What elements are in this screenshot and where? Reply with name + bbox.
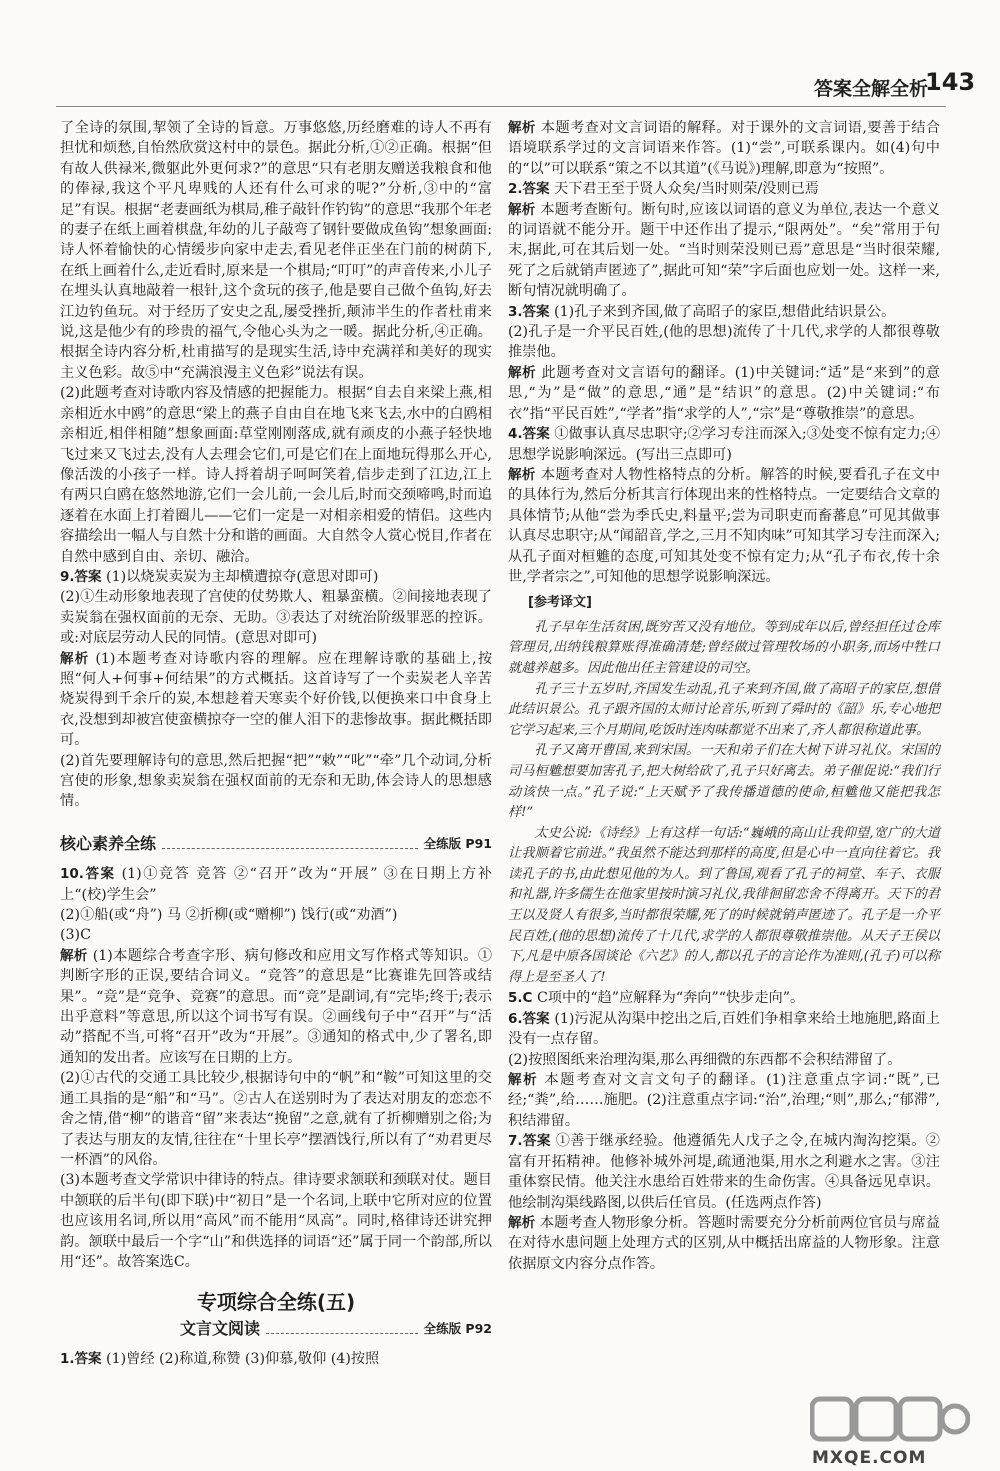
q6-answer-1: 6.答案 (1)污泥从沟渠中挖出之后,百姓们争相拿来给土地施肥,路面上没有一点存留。 [508, 1010, 940, 1048]
q4-analysis: 解析 本题考查对人物性格特点的分析。解答的时候,要看孔子在文中的具体行为,然后分析其言行体现出来的性格特点。一定要结合文章的具体情节;从他“尝为季氏史,料量平;尝为司职吏而畜蕃息”可见其做事认真尽忠职守;从“闻韶音,学之,三月不知肉味”可知其学习专注而深入;从孔子面对桓魋的态度,可知其处变不惊有定力;从“孔子布衣,传十余世,学者宗之”,可知他的思想学说影响深远。 [508, 466, 941, 585]
q10-answer-2: (2)①船(或“舟”) 马 ②折柳(或“赠柳”) 饯行(或“劝酒”) [60, 907, 398, 924]
q3-analysis: 解析 此题考查对文言语句的翻译。(1)中关键词:“适”是“来到”的意思,“为”是“做”的意思,“通”是“结识”的意思。(2)中关键词:“布衣”指“平民百姓”,“学者”指“求学的人”,“宗”是“尊敬推崇”的意思。 [508, 364, 940, 422]
dashed-leader [162, 848, 418, 849]
q10-answer-1: 10.答案 (1)①竞答 竞答 ②“召开”改为“开展” ③在日期上方补上“(校)学生会” [60, 866, 493, 903]
page-number: 143 [925, 68, 976, 96]
question-label: 2.答案 [508, 181, 550, 198]
q9-answer-1: 9.答案 (1)以烧炭卖炭为主却横遭掠夺(意思对即可) [60, 568, 379, 585]
left-column [60, 118, 492, 1370]
watermark-site: MXQE.COM [812, 1448, 927, 1468]
page-header [0, 0, 1000, 100]
q7-analysis: 解析 本题考查人物形象分析。答题时需要充分分析前两位官员与席益在对待水患问题上处理方式的区别,从中概括出席益的人物形象。注意依据原文内容分点作答。 [508, 1214, 940, 1272]
analysis-label: 解析 [508, 364, 537, 381]
q9-answer-2: (2)①生动形象地表现了宫使的仗势欺人、粗暴蛮横。②间接地表现了卖炭翁在强权面前的无奈、无助。③表达了对统治阶级罪恶的控诉。或:对底层劳动人民的同情。(意思对即可) [60, 589, 492, 647]
translation-paragraph: 孔子早年生活贫困,既穷苦又没有地位。等到成年以后,曾经担任过仓库管理员,出纳钱粮算账得准确清楚;曾经做过管理牧场的小职务,而场中牲口就越养越多。因此他出任主管建设的司空。 [508, 619, 940, 676]
q2-answer: 2.答案 天下君王至于贤人众矣/当时则荣/没则已焉 [508, 181, 819, 198]
translation-paragraph: 孔子又离开曹国,来到宋国。一天和弟子们在大树下讲习礼仪。宋国的司马桓魋想要加害孔子,把大树给砍了,孔子只好离去。弟子催促说:“我们行动该快一点。”孔子说:“上天赋予了我传播道德的使命,桓魋他又能把我怎样!” [508, 743, 940, 821]
dashed-leader [266, 1333, 418, 1334]
question-label: 10.答案 [60, 866, 116, 883]
section-heading [60, 834, 492, 854]
analysis-label: 解析 [60, 947, 88, 964]
analysis-label: 解析 [508, 466, 536, 483]
right-column [508, 118, 940, 1274]
analysis-label: 解析 [508, 120, 536, 136]
paragraph: 了全诗的氛围,挈领了全诗的旨意。万事悠悠,历经磨难的诗人不再有担忧和烦愁,自怡然欣赏这村中的景色。据此分析,①②正确。根据“但有故人供禄米,微躯此外更何求?”的意思“只有老朋友赠送我粮食和他的俸禄,我这个平凡卑贱的人还有什么可求的呢?”分析,③中的“富足”有误。根据“老妻画纸为棋局,稚子敲针作钓钩”的意思“我那个年老的妻子在纸上画着棋盘,年幼的儿子敲弯了钢针要做成鱼钩”想象画面:诗人怀着愉快的心情缓步向家中走去,看见老伴正坐在门前的树荫下,在纸上画着什么,走近看时,原来是一个棋局;“叮叮”的声音传来,小儿子在埋头认真地敲着一根针,这个贪玩的孩子,他是要自己做个鱼钩,好去江边钓鱼玩。对于经历了安史之乱,屡受挫折,颠沛半生的作者杜甫来说,这是他少有的珍贵的福气,令他心头为之一暖。据此分析,④正确。根据全诗内容分析,杜甫描写的是现实生活,诗中充满祥和美好的现实主义色彩。故⑤中“充满浪漫主义色彩”说法有误。 [60, 120, 492, 381]
q3-answer-1: 3.答案 (1)孔子来到齐国,做了高昭子的家臣,想借此结识景公。 [508, 303, 896, 320]
q5-answer: 5.C C项中的“趋”应解释为“奔向”“快步走向”。 [508, 990, 805, 1007]
q9-analysis-1: 解析 (1)本题考查对诗歌内容的理解。应在理解诗歌的基础上,按照“何人+何事+何结果”的方式概括。这首诗写了一个卖炭老人辛苦烧炭得到千余斤的炭,本想趁着天寒卖个好价钱,以便换来口中食身上衣,没想到却被宫使蛮横掠夺一空的催人泪下的悲惨故事。据此概括即可。 [60, 650, 493, 749]
q3-answer-2: (2)孔子是一介平民百姓,(他的思想)流传了十几代,求学的人都很尊敬推崇他。 [508, 324, 940, 361]
analysis-label: 解析 [508, 1072, 539, 1089]
q4-answer: 4.答案 ①做事认真尽忠职守;②学习专注而深入;③处变不惊有定力;④思想学说影响深远。(写出三点即可) [508, 426, 941, 463]
q6-answer-2: (2)按照图纸来治理沟渠,那么再细微的东西都不会积结滞留了。 [508, 1051, 902, 1068]
chapter-title: 专项综合全练(五) [196, 1290, 356, 1315]
paragraph: (2)此题考查对诗歌内容及情感的把握能力。根据“自去自来梁上燕,相亲相近水中鸥”的意思“梁上的燕子自由自在地飞来飞去,水中的白鸥相亲相近,相伴相随”想象画面:草堂刚刚落成,就有顽皮的小燕子轻快地飞过来又飞过去,没有人去理会它们,可是它们在上面地玩得那么开心,像活泼的小孩子一样。诗人捋着胡子呵呵笑着,信步走到了江边,江上有两只白鸥在悠然地游,它们一会儿前,一会儿后,时而交颈啼鸣,时而追逐着在水面上打着圈儿——它们一定是一对相亲相爱的情侣。这些内容描绘出一幅人与自然十分和谐的画面。大自然令人赏心悦目,作者在自然中感到自由、亲切、融洽。 [60, 385, 492, 565]
question-label: 1.答案 [60, 1351, 102, 1368]
q1-analysis: 解析 本题考查对文言词语的解释。对于课外的文言词语,要善于结合语境联系学过的文言词语来作答。(1)“尝”,可联系课内。如(4)句中的“以”可以联系“策之不以其道”(《马说》)理解,即意为“按照”。 [508, 120, 941, 177]
question-label: 7.答案 [508, 1133, 551, 1150]
subsection-heading [180, 1319, 492, 1339]
question-label: 5.C [508, 990, 533, 1007]
analysis-label: 解析 [60, 650, 90, 667]
q1-answer: 1.答案 (1)曾经 (2)称道,称赞 (3)仰慕,敬仰 (4)按照 [60, 1351, 380, 1368]
subsection-page-ref: 全练版 P92 [423, 1320, 492, 1336]
analysis-label: 解析 [508, 1214, 536, 1231]
q6-analysis: 解析 本题考查对文言文句子的翻译。(1)注意重点字词:“既”,已经;“粪”,给……施肥。(2)注意重点字词:“治”,治理;“则”,那么;“郁滞”,积结滞留。 [508, 1072, 940, 1129]
q10-analysis-3: (3)本题考查文学常识中律诗的特点。律诗要求颔联和颈联对仗。题目中颔联的后半句(即下联)中“初日”是一个名词,上联中它所对应的位置也应该用名词,所以用“高风”而不能用“凤高”。同时,格律诗还讲究押韵。颔联中最后一个字“山”和供选择的词语“还”属于同一个韵部,所以用“还”。故答案选C。 [60, 1172, 492, 1270]
reference-translation-label: [参考译文] [528, 595, 592, 611]
section-title: 核心素养全练 [60, 833, 157, 853]
subsection-title: 文言文阅读 [180, 1318, 261, 1338]
q10-analysis-1: 解析 (1)本题综合考查字形、病句修改和应用文写作格式等知识。①判断字形的正误,要结合词义。“竞答”的意思是“比赛谁先回答或结果”。“竞”是“竞争、竞赛”的意思。而“竞”是副词,有“完毕;终于;表示出乎意料”等意思,所以这个词书写有误。②画线句子中“召开”与“活动”搭配不当,可将“召开”改为“开展”。③通知的格式中,少了署名,即通知的发出者。应该写在日期的上方。 [60, 947, 493, 1066]
header-title: 答案全解全析 [814, 78, 929, 100]
section-page-ref: 全练版 P91 [423, 835, 492, 851]
q2-analysis: 解析 本题考查断句。断句时,应该以词语的意义为单位,表达一个意义的词语就不能分开。题干中还作出了提示,“限两处”。“矣”常用于句末,据此,可在其后划一处。“当时则荣没则已焉”意思是“当时很荣耀,死了之后就销声匿迹了”,据此可知“荣”字后面也应划一处。这样一来,断句情况就明确了。 [508, 201, 940, 300]
translation-paragraph: 太史公说:《诗经》上有这样一句话:“巍峨的高山让我仰望,宽广的大道让我顺着它前进。”我虽然不能达到那样的高度,但是心中一直向往着它。我读孔子的书,由此想见他的为人。到了鲁国,观看了孔子的祠堂、车子、衣服和礼器,许多儒生在他家里按时演习礼仪,我徘徊留恋舍不得离开。天下的君王以及贤人有很多,当时都很荣耀,死了的时候就销声匿迹了。孔子是一介平民百姓,(他的思想)流传了十几代,求学的人都很尊敬推崇他。从天子王侯以下,凡是中原各国谈论《六艺》的人,都以孔子的言论作为准则,(孔子)可以称得上是至圣人了! [508, 825, 940, 985]
question-label: 6.答案 [508, 1010, 550, 1027]
q10-analysis-2: (2)①古代的交通工具比较少,根据诗句中的“帆”和“鞍”可知这里的交通工具指的是“船”和“马”。②古人在送别时为了表达对朋友的恋恋不舍之情,借“柳”的谐音“留”来表达“挽留”之意,就有了折柳赠别之俗;为了表达与朋友的友情,往往在“十里长亭”摆酒饯行,所以有了“劝君更尽一杯酒”的风俗。 [60, 1070, 492, 1168]
q7-answer: 7.答案 ①善于继承经验。他遵循先人戊子之令,在城内淘沟挖渠。②富有开拓精神。他修补城外河堤,疏通池渠,用水之利避水之害。③注重体察民情。他关注水患给百姓带来的生命伤害。④具备远见卓识。他绘制沟渠线路图,以供后任官员。(任选两点作答) [508, 1133, 940, 1211]
translation-paragraph: 孔子三十五岁时,齐国发生动乱,孔子来到齐国,做了高昭子的家臣,想借此结识景公。孔子跟齐国的太师讨论音乐,听到了舜时的《韶》乐,专心地把它学习起来,三个月期间,吃饭时连肉味都觉不出来了,齐人都很称道此事。 [508, 681, 940, 738]
header-divider [56, 106, 946, 107]
question-label: 4.答案 [508, 426, 550, 443]
q10-answer-3: (3)C [60, 927, 91, 944]
q9-analysis-2: (2)首先要理解诗句的意思,然后把握“把”“敕”“叱”“牵”几个动词,分析宫使的形象,想象卖炭翁在强权面前的无奈和无助,体会诗人的思想感情。 [60, 752, 492, 810]
reference-translation [508, 618, 940, 989]
analysis-label: 解析 [508, 201, 536, 218]
question-label: 3.答案 [508, 303, 550, 320]
question-label: 9.答案 [60, 568, 102, 585]
